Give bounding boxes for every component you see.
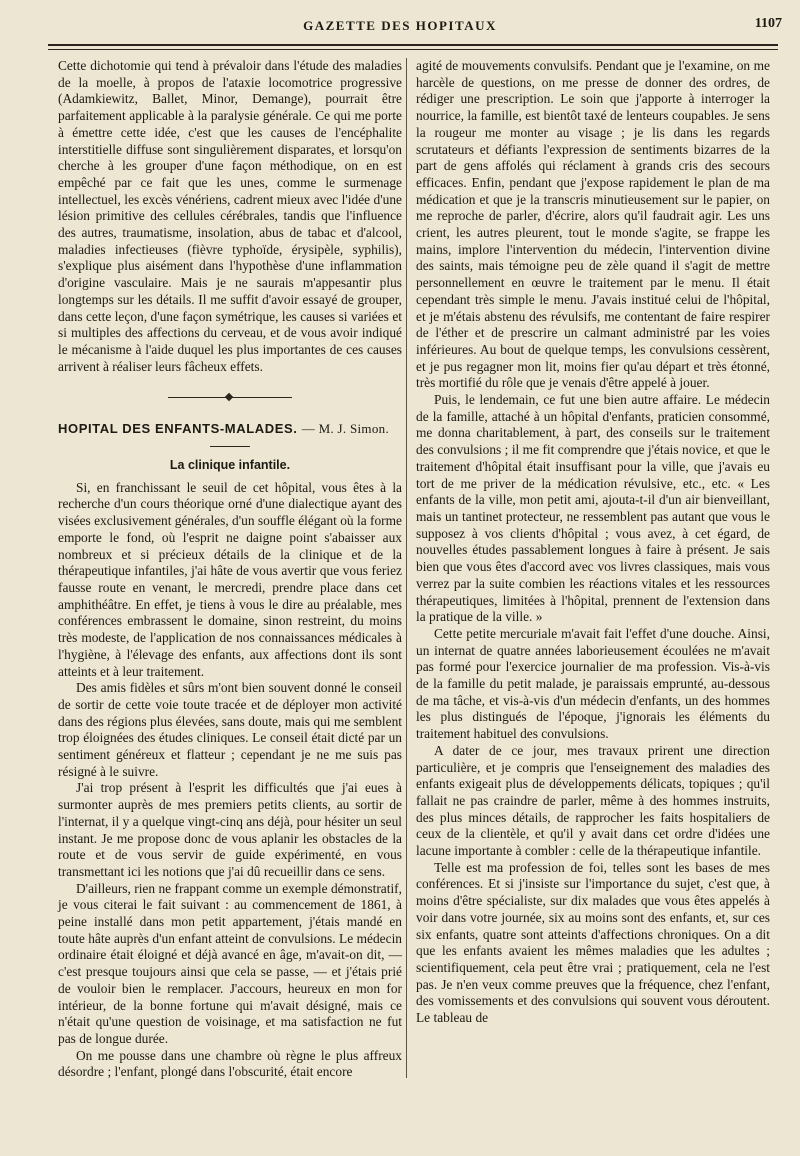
- paragraph: D'ailleurs, rien ne frappant comme un exemple démonstratif, je vous citerai le fait suivant : au commencement de 1861, à peine installé dans mon petit appartement, j'étais mandé en toute hâte auprès d'un enfant atteint de convulsions. Le médecin ordinaire était éloigné et déjà avancé en âge, m'avait-on dit, — c'est presque toujours ainsi que cela se passe, — et j'étais prié de vouloir bien le remplacer. J'accours, heureux en mon for intérieur, de la bonne fortune qui m'avait désigné, mais ce n'était qu'une question de voisinage, et ma satisfaction ne fut pas de longue durée.: [58, 880, 402, 1046]
- section-heading: [58, 421, 402, 438]
- header-rule-thick: [48, 44, 778, 46]
- running-head: [0, 16, 800, 38]
- paragraph: A dater de ce jour, mes travaux prirent une direction particulière, et je compris que l'enseignement des maladies des enfants exigeait plus de développements délicats, topiques ; qu'il fallait ne pas craindre de parler, même à des hommes instruits, des plus minces détails, de rapprocher les faits hospitaliers de ceux de la clientèle, et qu'il y avait dans cet ordre d'idées une lacune importante à combler : celle de la thérapeutique infantile.: [416, 742, 770, 859]
- heading-rule: [210, 446, 250, 447]
- column-divider: [406, 58, 407, 1078]
- paragraph: On me pousse dans une chambre où règne le plus affreux désordre ; l'enfant, plongé dans l'obscurité, était encore: [58, 1047, 402, 1080]
- section-subtitle: La clinique infantile.: [169, 458, 291, 473]
- paragraph: Cette dichotomie qui tend à prévaloir dans l'étude des maladies de la moelle, à propos de l'ataxie locomotrice progressive (Adamkiewitz, Ballet, Minor, Demange), pourrait être parfaitement applicable à la paralysie générale. Ce qui me porte à émettre cette idée, c'est que les causes de l'encéphalite interstitielle diffuse sont singulièrement disparates, et lorsqu'on cherche à les grouper d'une façon méthodique, on en est empêché par ce fait que les unes, comme le surmenage intellectuel, les excès vénériens, cadrent mieux avec l'idée d'une lésion primitive des cellules cérébrales, tandis que l'influence des autres, traumatisme, insolation, abus de tabac et d'alcool, maladies infectieuses (fièvre typhoïde, érysipèle, syphilis), s'explique plus aisément dans l'hypothèse d'une inflammation d'origine vasculaire. Mais je ne saurais m'appesantir plus longtemps sur les détails. Il me suffit d'avoir essayé de grouper, dans cette leçon, d'une façon symétrique, les causes si variées et si multiples des affections du cerveau, et de vous avoir indiqué le mécanisme à l'aide duquel les plus importantes de ces causes arrivent à réaliser leurs fâcheux effets.: [58, 58, 402, 374]
- left-column: [58, 58, 402, 1081]
- page-number: 1107: [754, 16, 782, 31]
- journal-title: GAZETTE DES HOPITAUX: [303, 18, 497, 33]
- paragraph: Telle est ma profession de foi, telles sont les bases de mes conférences. Et si j'insiste sur l'importance du sujet, c'est que, à moins d'être spécialiste, sur dix malades que vous êtes appelés à voir dans votre journée, six au moins sont des enfants, et, sur ces six enfants, quatre sont atteints d'affections chroniques. On a dit que les enfants avaient les mêmes maladies que les adultes ; scientifiquement, cela peut être vrai ; pratiquement, cela ne l'est pas. Je n'en veux comme preuves que la fréquence, chez l'enfant, des vomissements et des convulsions qui souvent vous déroutent. Le tableau de: [416, 859, 770, 1026]
- section-separator: [58, 393, 402, 401]
- right-column: [416, 58, 770, 1027]
- section-author: — M. J. Simon.: [301, 421, 389, 437]
- paragraph: Si, en franchissant le seuil de cet hôpital, vous êtes à la recherche d'un cours théorique orné d'une dialectique ayant des visées exclusivement générales, d'un souffle élégant où la forme emporte le fond, où l'esprit ne daigne point s'abaisser aux nombreux et si précieux détails de la clinique et de la thérapeutique infantiles, j'ai hâte de vous avertir que vous feriez fausse route en venant, le mercredi, prendre place dans cet amphithéâtre. En effet, je tiens à vous le dire au préalable, mes conférences embrassent le domaine, sinon restreint, du moins très modeste, de l'application de nos connaissances médicales à l'hygiène, à l'élevage des enfants, aux affections dont ils sont atteints et à leur traitement.: [58, 479, 402, 679]
- paragraph: agité de mouvements convulsifs. Pendant que je l'examine, on me harcèle de questions, on me presse de donner des ordres, de rédiger une prescription. Le soin que j'apporte à interroger la nourrice, la famille, est bientôt taxé de lenteurs coupables. Je sens la rougeur me monter au visage ; je lis dans les regards scrutateurs et défiants l'expression de sentiments bizarres de la part de gens affolés qui réclament à grands cris des secours efficaces. Enfin, pendant que j'expose rapidement le plan de ma médication et que je la transcris minutieusement sur le papier, on me reproche de parler, d'écrire, alors qu'il faudrait agir. Les uns crient, les autres pleurent, tout le monde s'agite, se frappe les mains, implore l'intervention du médecin, l'intervention divine des saints, mais témoigne peu de zèle quand il s'agit de mettre personnellement en œuvre le traitement par le menu. Il était cependant très simple le menu. J'avais institué celui de l'hôpital, et je m'étais abstenu des révulsifs, me contentant de faire respirer de l'éther et de prescrire un calmant administré par les voies inférieures. Au bout de quelque temps, les convulsions cessèrent, et je pus regagner mon lit, moins fier qu'au départ et très étonné, très mortifié du rôle que je venais d'être appelé à jouer.: [416, 58, 770, 391]
- paragraph: Des amis fidèles et sûrs m'ont bien souvent donné le conseil de sortir de cette voie toute tracée et de déployer mon activité dans des régions plus élevées, sans doute, mais qui me semblent trop éloignées des études cliniques. Le conseil était dicté par un sentiment généreux et flatteur ; cependant je ne me suis pas résigné à le suivre.: [58, 680, 402, 779]
- paragraph: Puis, le lendemain, ce fut une bien autre affaire. Le médecin de la famille, attaché à un hôpital d'enfants, praticien consommé, me donna charitablement, à part, des conseils sur le traitement des convulsions ; il me fit comprendre que j'étais novice, et que le traitement d'hôpital était insuffisant pour la ville, que j'avais eu tort de me priver de la médication révulsive, etc., etc. « Les enfants de la ville, mon petit ami, ajouta-t-il d'un air bienveillant, mais un tantinet protecteur, ne ressemblent pas autant que vous le supposez à vos clients d'hôpital ; vous avez, à cet égard, de nouvelles études passablement longues à faire à présent. Je sais bien que vous êtes d'accord avec vos livres classiques, mais vous verrez par la suite combien les réactions vitales et les ressources thérapeutiques, limitées à l'hôpital, prennent de l'extension dans la pratique de la ville. »: [416, 392, 770, 625]
- paragraph: Cette petite mercuriale m'avait fait l'effet d'une douche. Ainsi, un internat de quatre années laborieusement écoulées ne m'avait pas formé pour l'exercice journalier de ma profession. Vis-à-vis de la famille du petit malade, je paraissais emprunté, au-dessous de ma tâche, et vis-à-vis d'un médecin d'enfants, un des hommes les plus distingués de l'époque, j'ignorais les éléments du traitement habituel des convulsions.: [416, 625, 770, 742]
- section-title-text: HOPITAL DES ENFANTS-MALADES.: [58, 421, 298, 437]
- paragraph: J'ai trop présent à l'esprit les difficultés que j'ai eues à surmonter auprès de mes premiers petits clients, au sortir de l'internat, il y a quelque vingt-cinq ans déjà, pour hésiter un seul instant. Je me propose donc de vous aplanir les obstacles de la route et de vous servir de guide expérimenté, en vous transmettant ici les notions que j'ai dû recueillir dans ce sens.: [58, 780, 402, 879]
- header-rule-thin: [48, 49, 778, 50]
